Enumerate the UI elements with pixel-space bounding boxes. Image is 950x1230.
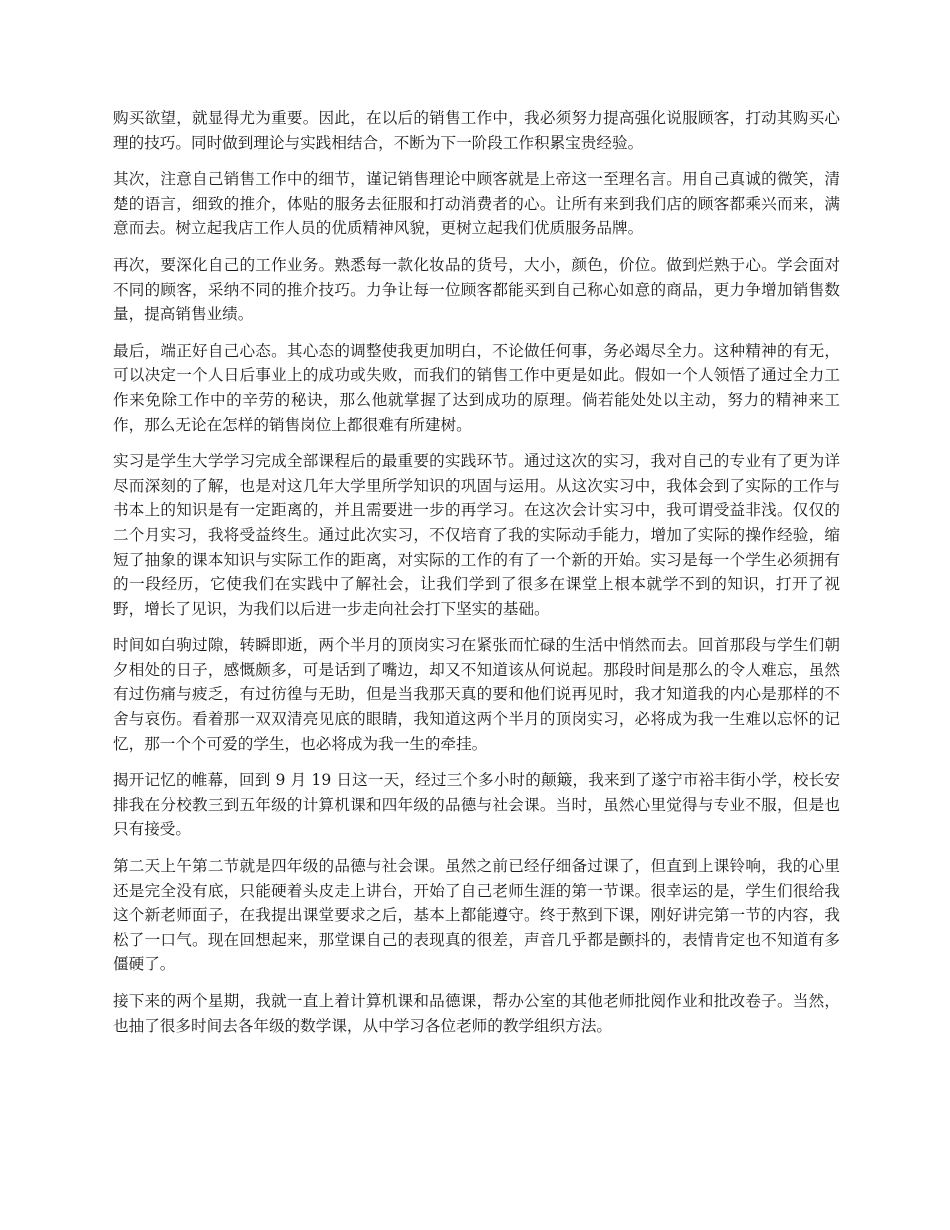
paragraph-5: 实习是学生大学学习完成全部课程后的最重要的实践环节。通过这次的实习，我对自己的专业有了更为详尽而深刻的了解，也是对这几年大学里所学知识的巩固与运用。从这次实习中，我体会到了实际的工作与书本上的知识是有一定距离的，并且需要进一步的再学习。在这次会计实习中，我可谓受益非浅。仅仅的二个月实习，我将受益终生。通过此次实习，不仅培育了我的实际动手能力，增加了实际的操作经验，缩短了抽象的课本知识与实际工作的距离，对实际的工作的有了一个新的开始。实习是每一个学生必须拥有的一段经历，它使我们在实践中了解社会，让我们学到了很多在课堂上根本就学不到的知识，打开了视野，增长了见识，为我们以后进一步走向社会打下坚实的基础。 [113,452,840,618]
document-page [113,106,840,1050]
paragraph-7: 揭开记忆的帷幕，回到 9 月 19 日这一天，经过三个多小时的颠簸，我来到了遂宁市裕丰街小学，校长安排我在分校教三到五年级的计算机课和四年级的品德与社会课。当时，虽然心里觉得与专业不服，但是也只有接受。 [113,771,840,839]
paragraph-8: 第二天上午第二节就是四年级的品德与社会课。虽然之前已经仔细备过课了，但直到上课铃响，我的心里还是完全没有底，只能硬着头皮走上讲台，开始了自己老师生涯的第一节课。很幸运的是，学生们很给我这个新老师面子，在我提出课堂要求之后，基本上都能遵守。终于熬到下课，刚好讲完第一节的内容，我松了一口气。现在回想起来，那堂课自己的表现真的很差，声音几乎都是颤抖的，表情肯定也不知道有多僵硬了。 [113,857,840,974]
paragraph-3: 再次，要深化自己的工作业务。熟悉每一款化妆品的货号，大小，颜色，价位。做到烂熟于心。学会面对不同的顾客，采纳不同的推介技巧。力争让每一位顾客都能买到自己称心如意的商品，更力争增加销售数量，提高销售业绩。 [113,255,840,324]
paragraph-4: 最后，端正好自己心态。其心态的调整使我更加明白，不论做任何事，务必竭尽全力。这种精神的有无，可以决定一个人日后事业上的成功或失败，而我们的销售工作中更是如此。假如一个人领悟了通过全力工作来免除工作中的辛劳的秘诀，那么他就掌握了达到成功的原理。倘若能处处以主动，努力的精神来工作，那么无论在怎样的销售岗位上都很难有所建树。 [113,341,840,434]
paragraph-6: 时间如白驹过隙，转瞬即逝，两个半月的顶岗实习在紧张而忙碌的生活中悄然而去。回首那段与学生们朝夕相处的日子，感慨颇多，可是话到了嘴边，却又不知道该从何说起。那段时间是那么的令人难忘，虽然有过伤痛与疲乏，有过彷徨与无助，但是当我那天真的要和他们说再见时，我才知道我的内心是那样的不舍与哀伤。看着那一双双清亮见底的眼睛，我知道这两个半月的顶岗实习，必将成为我一生难以忘怀的记忆，那一个个可爱的学生，也必将成为我一生的牵挂。 [113,636,840,753]
paragraph-1: 购买欲望，就显得尤为重要。因此，在以后的销售工作中，我必须努力提高强化说服顾客，打动其购买心理的技巧。同时做到理论与实践相结合，不断为下一阶段工作积累宝贵经验。 [113,109,840,152]
paragraph-2: 其次，注意自己销售工作中的细节，谨记销售理论中顾客就是上帝这一至理名言。用自己真诚的微笑，清楚的语言，细致的推介，体贴的服务去征服和打动消费者的心。让所有来到我们店的顾客都乘兴而来，满意而去。树立起我店工作人员的优质精神风貌，更树立起我们优质服务品牌。 [113,170,840,238]
paragraph-9: 接下来的两个星期，我就一直上着计算机课和品德课，帮办公室的其他老师批阅作业和批改卷子。当然，也抽了很多时间去各年级的数学课，从中学习各位老师的教学组织方法。 [113,992,840,1035]
